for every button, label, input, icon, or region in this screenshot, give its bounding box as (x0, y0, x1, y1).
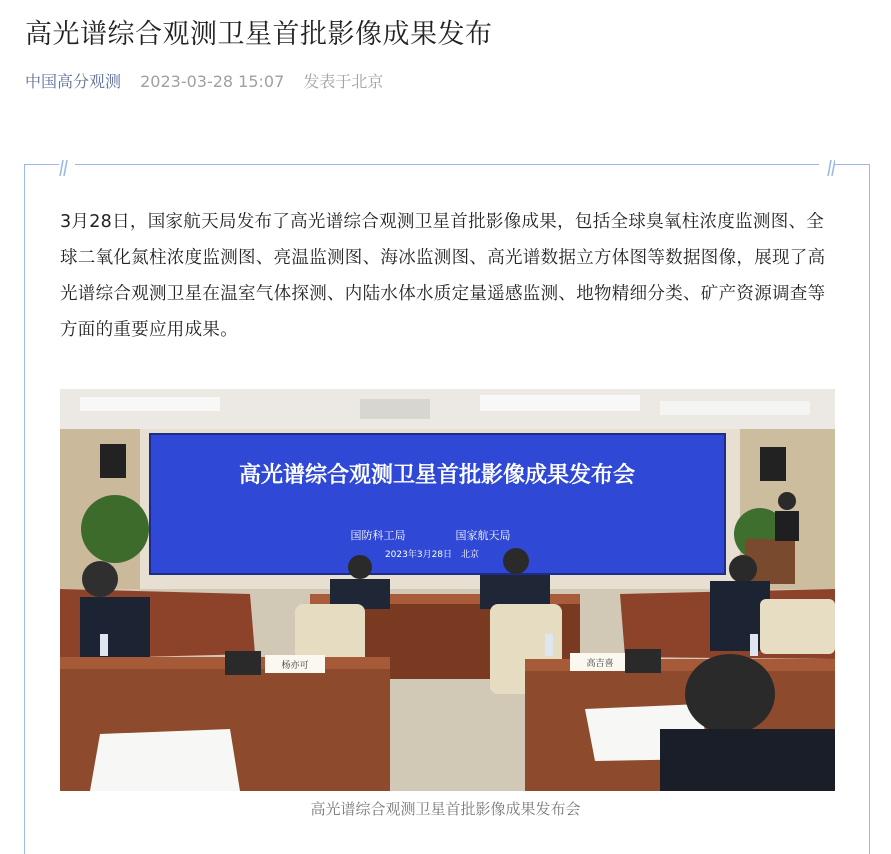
press-conference-photo (60, 389, 835, 791)
author-link[interactable]: 中国高分观测 (25, 72, 122, 91)
name-card-2: 高吉喜 (586, 659, 614, 669)
article-paragraph: 3月28日，国家航天局发布了高光谱综合观测卫星首批影像成果，包括全球臭氧柱浓度监测图、全球二氧化氮柱浓度监测图、亮温监测图、海冰监测图、高光谱数据立方体图等数据图像，展现了高光谱综合观测卫星在温室气体探测、内陆水体水质定量遥感监测、地物精细分类、矿产资源调查等方面的重要应用成果。 (60, 212, 826, 340)
quote-close-icon (819, 158, 835, 178)
quote-open-icon (59, 158, 75, 178)
screen-date: 2023年3月28日 北京 (384, 550, 480, 560)
article-meta (25, 69, 383, 92)
screen-title-text: 高光谱综合观测卫星首批影像成果发布会 (238, 463, 636, 488)
screen-org-2: 国家航天局 (455, 529, 511, 542)
publish-datetime: 2023-03-28 15:07 (140, 72, 285, 91)
article-title: 高光谱综合观测卫星首批影像成果发布 (25, 19, 493, 50)
name-card-1: 杨亦可 (281, 661, 309, 671)
photo-caption: 高光谱综合观测卫星首批影像成果发布会 (310, 800, 581, 818)
publish-location: 发表于北京 (303, 72, 384, 91)
screen-org-1: 国防科工局 (350, 529, 406, 542)
